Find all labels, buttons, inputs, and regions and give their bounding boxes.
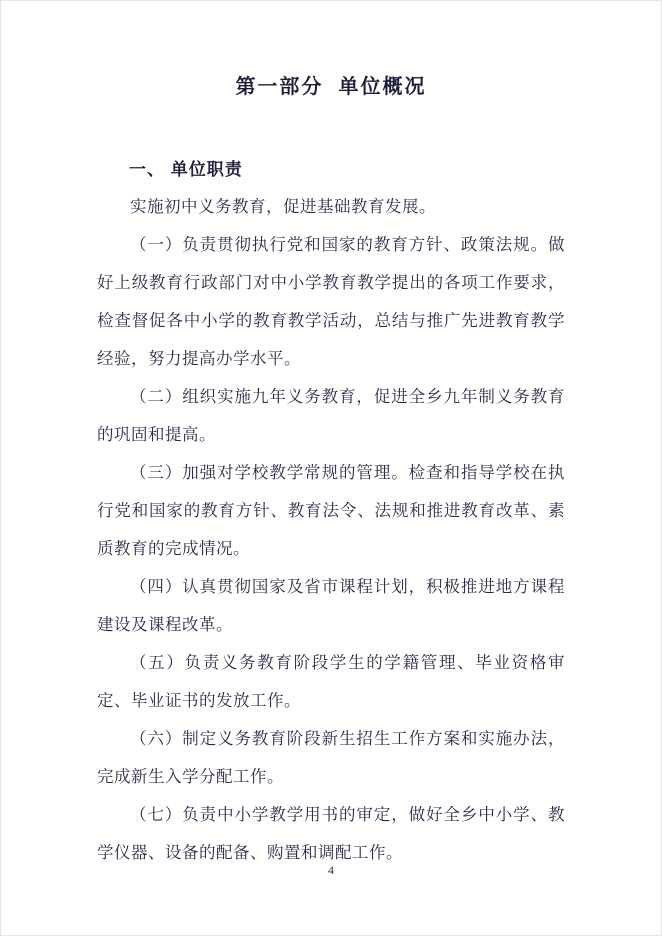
paragraph: （二）组织实施九年义务教育，促进全乡九年制义务教育的巩固和提高。 [97, 387, 565, 444]
paragraph: （七）负责中小学教学用书的审定，做好全乡中小学、教学仪器、设备的配备、购置和调配工作。 [97, 805, 565, 862]
paragraph: （六）制定义务教育阶段新生招生工作方案和实施办法，完成新生入学分配工作。 [97, 729, 565, 786]
paragraph: （三）加强对学校教学常规的管理。检查和指导学校在执行党和国家的教育方针、教育法令、法规和推进教育改革、素质教育的完成情况。 [97, 463, 565, 558]
page-number: 4 [328, 863, 334, 877]
document-body [97, 188, 565, 872]
paragraph: 实施初中义务教育，促进基础教育发展。 [130, 197, 436, 216]
section-heading: 一、 单位职责 [129, 160, 243, 179]
paragraph: （一）负责贯彻执行党和国家的教育方针、政策法规。做好上级教育行政部门对中小学教育教学提出的各项工作要求，检查督促各中小学的教育教学活动，总结与推广先进教育教学经验，努力提高办学水平。 [97, 235, 565, 368]
paragraph: （五）负责义务教育阶段学生的学籍管理、毕业资格审定、毕业证书的发放工作。 [97, 653, 565, 710]
paragraph: （四）认真贯彻国家及省市课程计划，积极推进地方课程建设及课程改革。 [97, 577, 565, 634]
document-title: 第一部分 单位概况 [235, 76, 427, 98]
